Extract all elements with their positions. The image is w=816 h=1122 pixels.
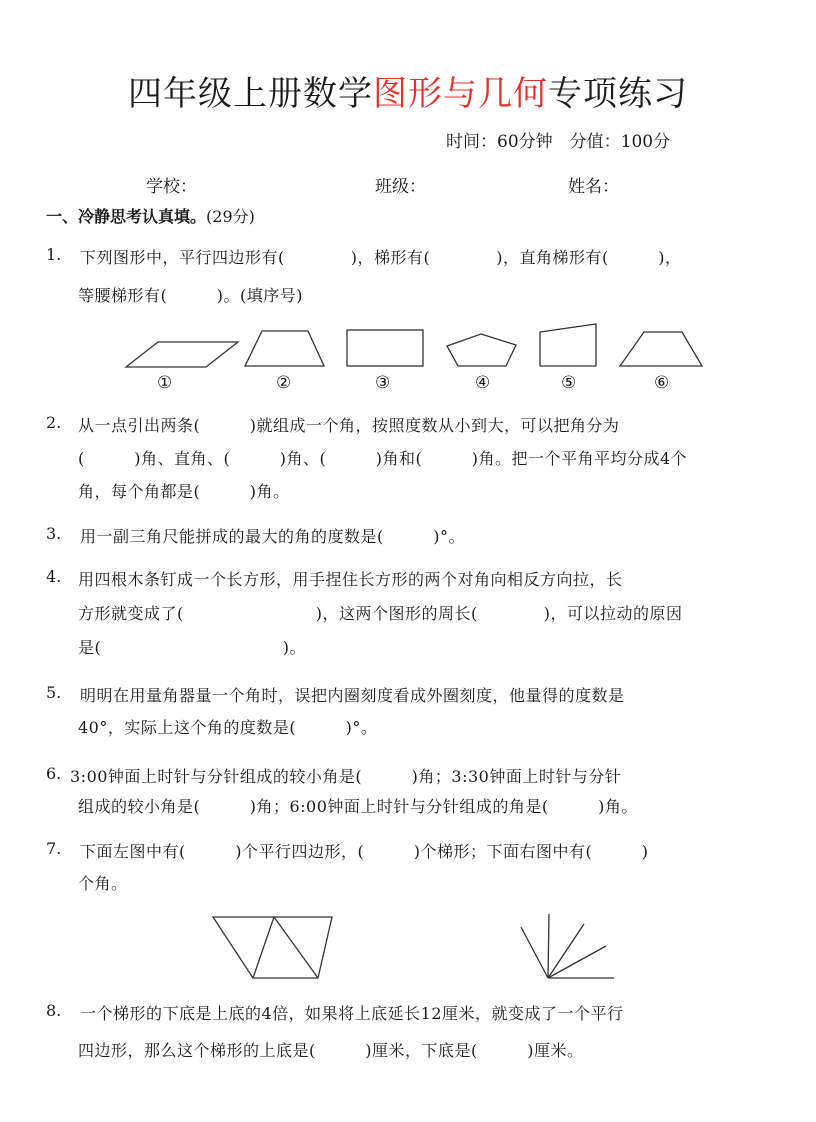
- name-label: 姓名：: [568, 177, 619, 197]
- question-8-line1: 一个梯形的下底是上底的4倍，如果将上底延长12厘米，就变成了一个平行: [80, 1004, 624, 1023]
- question-4-line2: 方形就变成了( )，这两个图形的周长( )，可以拉动的原因: [78, 604, 683, 623]
- title-part1: 四年级上册数学: [128, 74, 373, 114]
- shape-label-1: ①: [157, 373, 173, 393]
- time-score-info: 时间：60分钟 分值：100分: [446, 132, 671, 152]
- shape-label-3: ③: [375, 373, 391, 393]
- question-7-line2: 个角。: [78, 874, 128, 893]
- question-4-line1: 用四根木条钉成一个长方形，用手捏住长方形的两个对角向相反方向拉，长: [78, 570, 623, 589]
- ray-4: [521, 927, 548, 978]
- shape-label-5: ⑤: [561, 373, 577, 393]
- question-number: 2.: [46, 413, 62, 432]
- question-1-line2: 等腰梯形有( )。(填序号): [78, 286, 303, 305]
- question-1-line1: 下列图形中，平行四边形有( )，梯形有( )，直角梯形有( )，: [80, 248, 682, 267]
- question-2-line1: 从一点引出两条( )就组成一个角，按照度数从小到大，可以把角分为: [78, 416, 620, 435]
- question-2-line2: ( )角、直角、( )角、( )角和( )角。把一个平角平均分成4个: [78, 449, 688, 468]
- shape-label-4: ④: [475, 373, 491, 393]
- question-number: 7.: [46, 839, 62, 858]
- question-number: 8.: [46, 1001, 62, 1020]
- class-label: 班级：: [375, 177, 426, 197]
- question-number: 4.: [46, 567, 62, 586]
- ray-1: [548, 946, 606, 978]
- question-3-line1: 用一副三角尺能拼成的最大的角的度数是( )°。: [80, 527, 465, 546]
- question-number: 5.: [46, 683, 62, 702]
- question-5-line1: 明明在用量角器量一个角时，误把内圈刻度看成外圈刻度，他量得的度数是: [80, 686, 625, 705]
- question-6-line1: 3:00钟面上时针与分针组成的较小角是( )角；3:30钟面上时针与分针: [70, 767, 622, 786]
- shape-label-6: ⑥: [654, 373, 670, 393]
- question-number: 6.: [46, 764, 62, 783]
- question-2-line3: 角，每个角都是( )角。: [78, 482, 290, 501]
- title-highlight: 图形与几何: [373, 74, 548, 114]
- question-8-line2: 四边形，那么这个梯形的上底是( )厘米，下底是( )厘米。: [78, 1041, 584, 1060]
- question-7-line1: 下面左图中有( )个平行四边形，( )个梯形；下面右图中有( ): [80, 842, 649, 861]
- section-points: (29分): [206, 207, 255, 226]
- section-title-text: 一、冷静思考认真填。: [46, 207, 207, 226]
- question-5-line2: 40°，实际上这个角的度数是( )°。: [78, 718, 378, 737]
- question-4-line3: 是( )。: [78, 638, 306, 657]
- question-number: 3.: [46, 524, 62, 543]
- question-6-line2: 组成的较小角是( )角；6:00钟面上时针与分针组成的角是( )角。: [78, 797, 638, 816]
- school-label: 学校：: [146, 177, 197, 197]
- ray-2: [548, 924, 584, 978]
- shape-label-2: ②: [276, 373, 292, 393]
- question-number: 1.: [46, 245, 62, 264]
- title-part2: 专项练习: [548, 74, 688, 114]
- ray-3: [548, 914, 549, 978]
